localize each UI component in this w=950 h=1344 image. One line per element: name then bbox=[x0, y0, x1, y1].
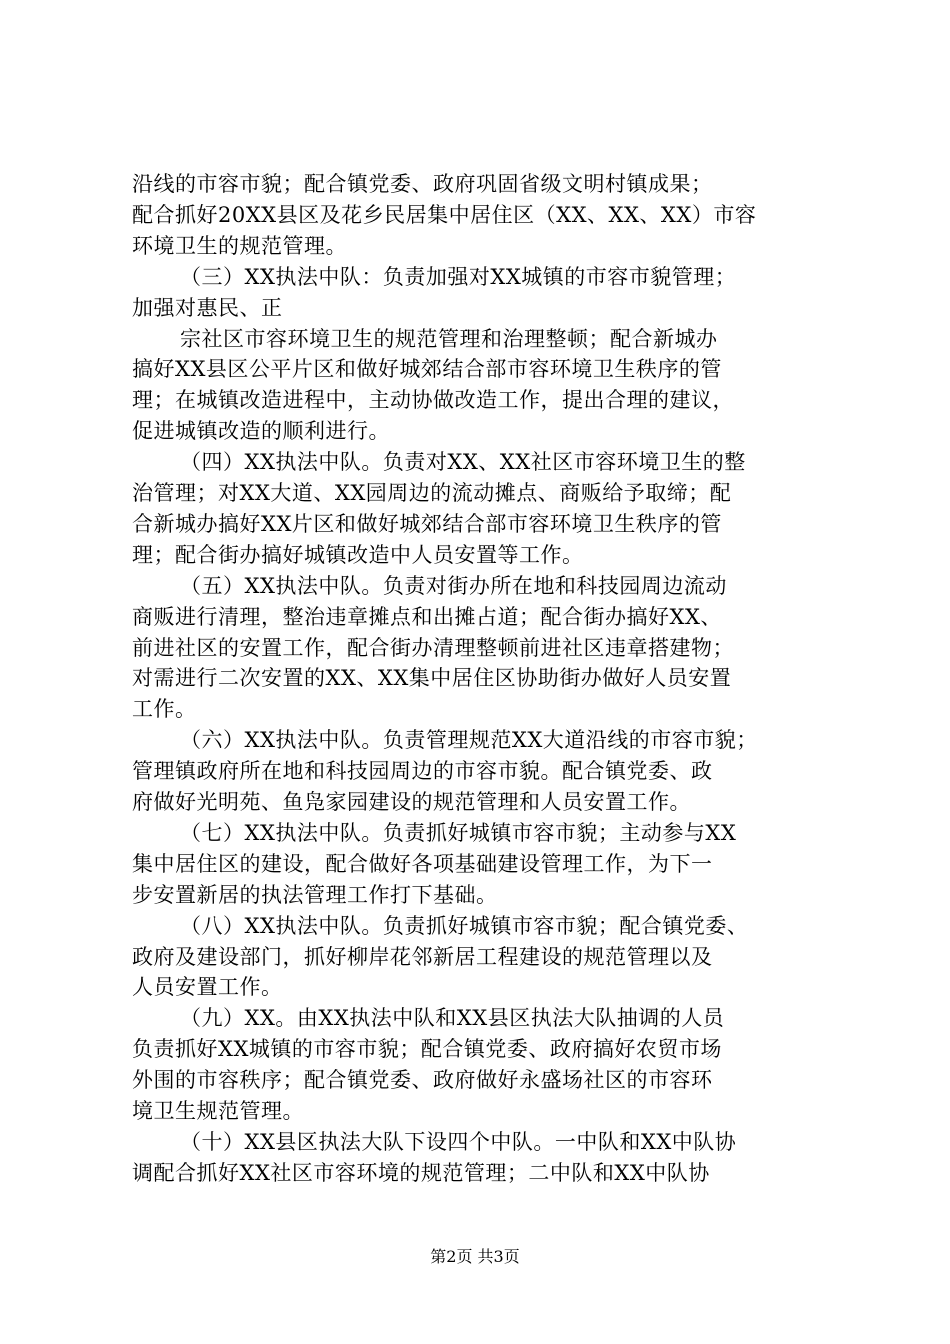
text-line: （三）XX执法中队：负责加强对XX城镇的市容市貌管理； bbox=[180, 264, 737, 289]
text-line: 负责抓好XX城镇的市容市貌；配合镇党委、政府搞好农贸市场 bbox=[132, 1037, 722, 1062]
text-line: 合新城办搞好XX片区和做好城郊结合部市容环境卫生秩序的管 bbox=[132, 511, 722, 536]
text-line: 外围的市容秩序；配合镇党委、政府做好永盛场社区的市容环 bbox=[132, 1068, 713, 1093]
text-line: 促进城镇改造的顺利进行。 bbox=[132, 419, 390, 444]
text-line: （七）XX执法中队。负责抓好城镇市容市貌；主动参与XX bbox=[180, 820, 737, 845]
text-line: 治管理；对XX大道、XX园周边的流动摊点、商贩给予取缔；配 bbox=[132, 481, 732, 505]
text-line: 政府及建设部门，抓好柳岸花邻新居工程建设的规范管理以及 bbox=[132, 944, 713, 969]
text-line: 集中居住区的建设，配合做好各项基础建设管理工作，为下一 bbox=[132, 851, 713, 876]
text-line: （四）XX执法中队。负责对XX、XX社区市容环境卫生的整 bbox=[180, 450, 746, 475]
text-line: 工作。 bbox=[132, 697, 197, 722]
text-line: 人员安置工作。 bbox=[132, 975, 283, 1000]
text-line: （八）XX执法中队。负责抓好城镇市容市貌；配合镇党委、 bbox=[180, 913, 749, 938]
page-number: 第2页 共3页 bbox=[430, 1247, 520, 1266]
text-line: 宗社区市容环境卫生的规范管理和治理整顿；配合新城办 bbox=[180, 326, 718, 351]
text-line: （十）XX县区执法大队下设四个中队。一中队和XX中队协 bbox=[180, 1129, 737, 1154]
text-line: 步安置新居的执法管理工作打下基础。 bbox=[132, 882, 498, 907]
text-line: 调配合抓好XX社区市容环境的规范管理；二中队和XX中队协 bbox=[132, 1160, 710, 1185]
text-line: 商贩进行清理，整治违章摊点和出摊占道；配合街办搞好XX、 bbox=[132, 604, 722, 629]
text-line: 加强对惠民、正 bbox=[132, 295, 283, 320]
text-line: 府做好光明苑、鱼凫家园建设的规范管理和人员安置工作。 bbox=[132, 790, 691, 814]
text-line: 前进社区的安置工作，配合街办清理整顿前进社区违章搭建物； bbox=[132, 635, 734, 660]
text-line: 环境卫生的规范管理。 bbox=[132, 233, 347, 258]
text-line: （九）XX。由XX执法中队和XX县区执法大队抽调的人员 bbox=[180, 1006, 725, 1031]
text-line: 境卫生规范管理。 bbox=[132, 1099, 304, 1123]
text-line: 管理镇政府所在地和科技园周边的市容市貌。配合镇党委、政 bbox=[132, 759, 713, 784]
text-line: （五）XX执法中队。负责对街办所在地和科技园周边流动 bbox=[180, 573, 727, 598]
text-line: 理；在城镇改造进程中，主动协做改造工作，提出合理的建议， bbox=[132, 388, 734, 413]
text-line: 配合抓好20XX县区及花乡民居集中居住区（XX、XX、XX）市容 bbox=[132, 202, 757, 227]
text-line: 搞好XX县区公平片区和做好城郊结合部市容环境卫生秩序的管 bbox=[132, 357, 722, 382]
text-line: （六）XX执法中队。负责管理规范XX大道沿线的市容市貌； bbox=[180, 728, 758, 753]
text-line: 沿线的市容市貌；配合镇党委、政府巩固省级文明村镇成果； bbox=[132, 172, 713, 196]
text-line: 对需进行二次安置的XX、XX集中居住区协助街办做好人员安置 bbox=[132, 666, 732, 691]
text-line: 理；配合街办搞好城镇改造中人员安置等工作。 bbox=[132, 542, 584, 567]
